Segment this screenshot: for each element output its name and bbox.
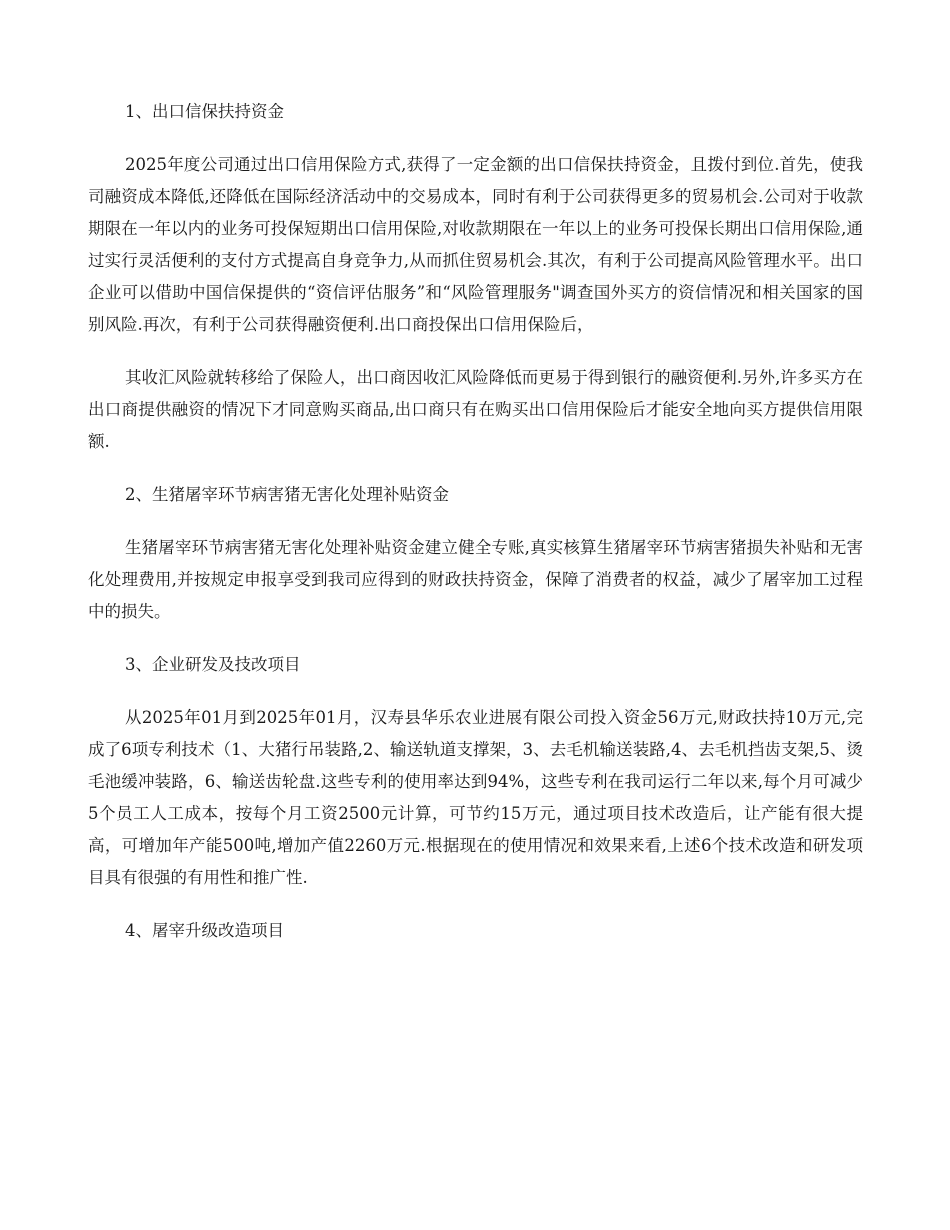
spacer (88, 128, 863, 149)
section-heading-1: 1、出口信保扶持资金 (125, 102, 284, 121)
spacer (88, 894, 863, 915)
spacer (88, 458, 863, 479)
section-2-paragraph-1: 生猪屠宰环节病害猪无害化处理补贴资金建立健全专账,真实核算生猪屠宰环节病害猪损失补贴和无害化处理费用,并按规定申报享受到我司应得到的财政扶持资金，保障了消费者的权益，减少了屠宰加工过程中的损失。 (88, 538, 863, 621)
section-heading-3: 3、企业研发及技改项目 (125, 655, 301, 674)
section-1-paragraph-2: 其收汇风险就转移给了保险人，出口商因收汇风险降低而更易于得到银行的融资便利.另外,许多买方在出口商提供融资的情况下才同意购买商品,出口商只有在购买出口信用保险后才能安全地向买方提供信用限额. (88, 368, 863, 451)
spacer (88, 681, 863, 702)
section-3-paragraph-1: 从2025年01月到2025年01月，汉寿县华乐农业进展有限公司投入资金56万元,财政扶持10万元,完成了6项专利技术（1、大猪行吊装路,2、输送轨道支撑架，3、去毛机输送装路,4、去毛机挡齿支架,5、烫毛池缓冲装路，6、输送齿轮盘.这些专利的使用率达到94%，这些专利在我司运行二年以来,每个月可减少5个员工人工成本，按每个月工资2500元计算，可节约15万元，通过项目技术改造后，让产能有很大提高，可增加年产能500吨,增加产值2260万元.根据现在的使用情况和效果来看,上述6个技术改造和研发项目具有很强的有用性和推广性. (88, 708, 863, 887)
spacer (88, 628, 863, 649)
document-body (88, 96, 863, 947)
section-heading-4: 4、屠宰升级改造项目 (125, 921, 284, 940)
section-heading-2: 2、生猪屠宰环节病害猪无害化处理补贴资金 (125, 485, 449, 504)
spacer (88, 511, 863, 532)
section-1-paragraph-1: 2025年度公司通过出口信用保险方式,获得了一定金额的出口信保扶持资金，且拨付到位.首先，使我司融资成本降低,还降低在国际经济活动中的交易成本，同时有利于公司获得更多的贸易机会.公司对于收款期限在一年以内的业务可投保短期出口信用保险,对收款期限在一年以上的业务可投保长期出口信用保险,通过实行灵活便利的支付方式提高自身竞争力,从而抓住贸易机会.其次，有利于公司提高风险管理水平。出口企业可以借助中国信保提供的“资信评估服务”和“风险管理服务"调查国外买方的资信情况和相关国家的国别风险.再次，有利于公司获得融资便利.出口商投保出口信用保险后， (88, 155, 863, 334)
spacer (88, 341, 863, 362)
